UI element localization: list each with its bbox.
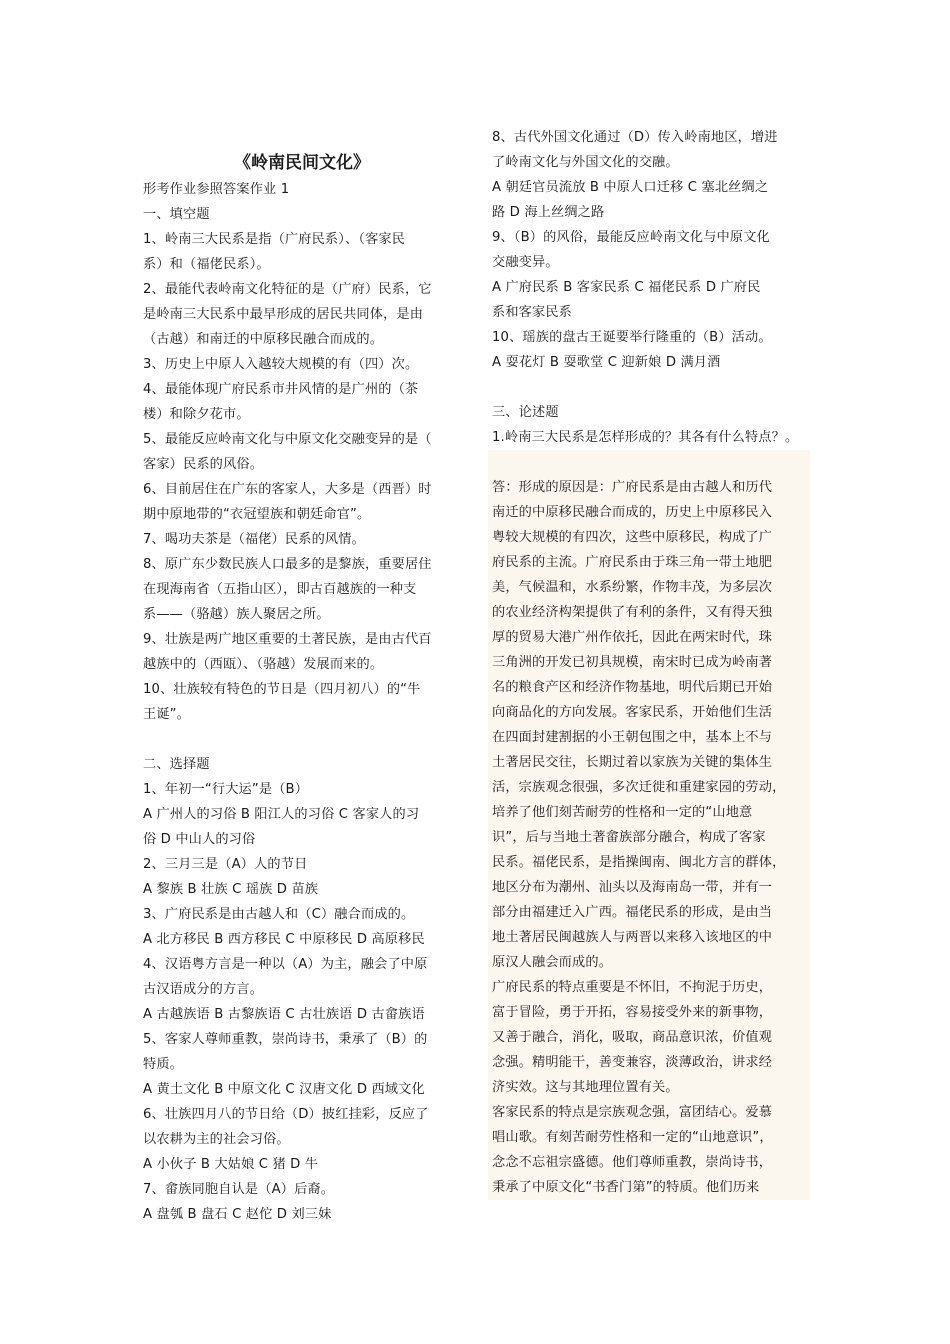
text-line: 路 D 海上丝绸之路 xyxy=(492,205,605,220)
text-line: 3、广府民系是由古越人和（C）融合而成的。 xyxy=(143,907,415,922)
text-line: 王诞”。 xyxy=(143,707,190,722)
text-line: 识”，后与当地土著畲族部分融合，构成了客家 xyxy=(492,830,766,845)
text-line: 系和客家民系 xyxy=(492,305,573,320)
text-line: 在四面封建割据的小王朝包围之中，基本上不与 xyxy=(492,730,773,745)
text-line: 广府民系的特点重要是不怀旧，不拘泥于历史， xyxy=(492,980,773,995)
text-line: 2、最能代表岭南文化特征的是（广府）民系，它 xyxy=(143,282,432,297)
text-line: 二、选择题 xyxy=(143,757,210,772)
text-line: 秉承了中原文化“书香门第”的特质。他们历来 xyxy=(492,1180,760,1195)
text-line: 原汉人融会而成的。 xyxy=(492,955,613,970)
text-line: A 黎族 B 壮族 C 瑶族 D 苗族 xyxy=(143,882,319,897)
text-line: 念念不忘祖宗盛德。他们尊师重教，崇尚诗书， xyxy=(492,1155,773,1170)
text-line: 一、填空题 xyxy=(143,207,210,222)
text-line: 1.岭南三大民系是怎样形成的？其各有什么特点？。 xyxy=(492,430,799,445)
right-column xyxy=(492,125,810,1200)
text-line: 期中原地带的“衣冠望族和朝廷命官”。 xyxy=(143,507,371,522)
text-line: 古汉语成分的方言。 xyxy=(143,982,264,997)
text-line: 以农耕为主的社会习俗。 xyxy=(143,1132,290,1147)
text-line: 3、历史上中原人入越较大规模的有（四）次。 xyxy=(143,357,419,372)
text-line: 向商品化的方向发展。客家民系，开始他们生活 xyxy=(492,705,773,720)
text-line: 1、岭南三大民系是指（广府民系）、（客家民 xyxy=(143,232,406,247)
text-line: 活，宗族观念很强，多次迁徙和重建家园的劳动， xyxy=(492,780,786,795)
text-line: 交融变异。 xyxy=(492,255,559,270)
text-line: 念强。精明能干，善变兼容，淡薄政治，讲求经 xyxy=(492,1055,773,1070)
text-line: 10、瑶族的盘古王诞要举行隆重的（B）活动。 xyxy=(492,330,772,345)
text-line: 4、汉语粤方言是一种以（A）为主，融会了中原 xyxy=(143,957,428,972)
text-line: 7、喝功夫茶是（福佬）民系的风情。 xyxy=(143,532,365,547)
text-line: 府民系的主流。广府民系由于珠三角一带土地肥 xyxy=(492,555,773,570)
text-line: 系——（骆越）族人聚居之所。 xyxy=(143,607,330,622)
text-line: A 盘瓠 B 盘石 C 赵佗 D 刘三妹 xyxy=(143,1207,332,1222)
text-line: 土著居民交往，长期过着以家族为关键的集体生 xyxy=(492,755,773,770)
text-line: A 广州人的习俗 B 阳江人的习俗 C 客家人的习 xyxy=(143,807,420,822)
text-line: 地土著居民闽越族人与两晋以来移入该地区的中 xyxy=(492,930,773,945)
text-line: 名的粮食产区和经济作物基地，明代后期已开始 xyxy=(492,680,773,695)
left-column xyxy=(143,150,463,1227)
text-line: 特质。 xyxy=(143,1057,184,1072)
document-title: 《岭南民间文化》 xyxy=(234,153,370,173)
text-line: 7、畲族同胞自认是（A）后裔。 xyxy=(143,1182,335,1197)
text-line: 部分由福建迁入广西。福佬民系的形成，是由当 xyxy=(492,905,773,920)
text-line: 又善于融合，消化，吸取，商品意识浓，价值观 xyxy=(492,1030,773,1045)
text-line: 9、壮族是两广地区重要的土著民族，是由古代百 xyxy=(143,632,432,647)
text-line: 客家）民系的风俗。 xyxy=(143,457,264,472)
text-line xyxy=(143,727,463,752)
text-line: 8、原广东少数民族人口最多的是黎族，重要居住 xyxy=(143,557,432,572)
right-text-block xyxy=(492,125,810,450)
text-line: 俗 D 中山人的习俗 xyxy=(143,832,256,847)
text-line: 答：形成的原因是：广府民系是由古越人和历代 xyxy=(492,480,773,495)
text-line: 美，气候温和，水系纷繁，作物丰茂，为多层次 xyxy=(492,580,773,595)
left-text-block xyxy=(143,177,463,1227)
text-line: 5、最能反应岭南文化与中原文化交融变异的是（ xyxy=(143,432,432,447)
text-line: A 古越族语 B 古黎族语 C 古壮族语 D 古畲族语 xyxy=(143,1007,425,1022)
text-line: 是岭南三大民系中最早形成的居民共同体，是由 xyxy=(143,307,424,322)
text-line: A 朝廷官员流放 B 中原人口迁移 C 塞北丝绸之 xyxy=(492,180,769,195)
text-line: 了岭南文化与外国文化的交融。 xyxy=(492,155,679,170)
text-line: A 小伙子 B 大姑娘 C 猪 D 牛 xyxy=(143,1157,319,1172)
text-line: 客家民系的特点是宗族观念强，富团结心。爱慕 xyxy=(492,1105,773,1120)
text-line: 的农业经济构架提供了有利的条件，又有得天独 xyxy=(492,605,773,620)
text-line: 富于冒险，勇于开拓，容易接受外来的新事物， xyxy=(492,1005,773,1020)
text-line: 三角洲的开发已初具规模，南宋时已成为岭南著 xyxy=(492,655,773,670)
text-line: 1、年初一“行大运”是（B） xyxy=(143,782,309,797)
text-line: 厚的贸易大港广州作依托，因此在两宋时代，珠 xyxy=(492,630,773,645)
text-line: 楼）和除夕花市。 xyxy=(143,407,250,422)
text-line: 2、三月三是（A）人的节日 xyxy=(143,857,308,872)
text-line: 在现海南省（五指山区），即古百越族的一种支 xyxy=(143,582,417,597)
text-line xyxy=(492,375,810,400)
text-line: 越族中的（西瓯）、（骆越）发展而来的。 xyxy=(143,657,384,672)
text-line: 10、壮族较有特色的节日是（四月初八）的“牛 xyxy=(143,682,421,697)
text-line: 培养了他们刻苦耐劳的性格和一定的“山地意 xyxy=(492,805,753,820)
text-line: 地区分布为潮州、汕头以及海南岛一带，并有一 xyxy=(492,880,773,895)
text-line: （古越）和南迁的中原移民融合而成的。 xyxy=(143,332,384,347)
text-line: 6、壮族四月八的节日给（D）披红挂彩，反应了 xyxy=(143,1107,429,1122)
text-line xyxy=(492,450,810,475)
text-line: 5、客家人尊师重教，崇尚诗书，秉承了（B）的 xyxy=(143,1032,428,1047)
text-line: A 广府民系 B 客家民系 C 福佬民系 D 广府民 xyxy=(492,280,761,295)
text-line: 济实效。这与其地理位置有关。 xyxy=(492,1080,679,1095)
text-line: 民系。福佬民系，是指操闽南、闽北方言的群体， xyxy=(492,855,786,870)
text-line: 形考作业参照答案作业 1 xyxy=(143,182,290,197)
text-line: 南迁的中原移民融合而成的，历史上中原移民入 xyxy=(492,505,773,520)
text-line: 8、古代外国文化通过（D）传入岭南地区，增进 xyxy=(492,130,778,145)
text-line: A 黄土文化 B 中原文化 C 汉唐文化 D 西域文化 xyxy=(143,1082,425,1097)
text-line: A 耍花灯 B 耍歌堂 C 迎新娘 D 满月酒 xyxy=(492,355,721,370)
text-line: 6、目前居住在广东的客家人，大多是（西晋）时 xyxy=(143,482,432,497)
text-line: 三、论述题 xyxy=(492,405,559,420)
text-line: 4、最能体现广府民系市井风情的是广州的（茶 xyxy=(143,382,419,397)
text-line: 粤较大规模的有四次，这些中原移民，构成了广 xyxy=(492,530,773,545)
text-line: A 北方移民 B 西方移民 C 中原移民 D 高原移民 xyxy=(143,932,425,947)
text-line: 系）和（福佬民系）。 xyxy=(143,257,270,272)
text-line: 9、（B）的风俗，最能反应岭南文化与中原文化 xyxy=(492,230,770,245)
text-line: 唱山歌。有刻苦耐劳性格和一定的“山地意识”， xyxy=(492,1130,773,1145)
essay-answer-block xyxy=(488,450,810,1200)
